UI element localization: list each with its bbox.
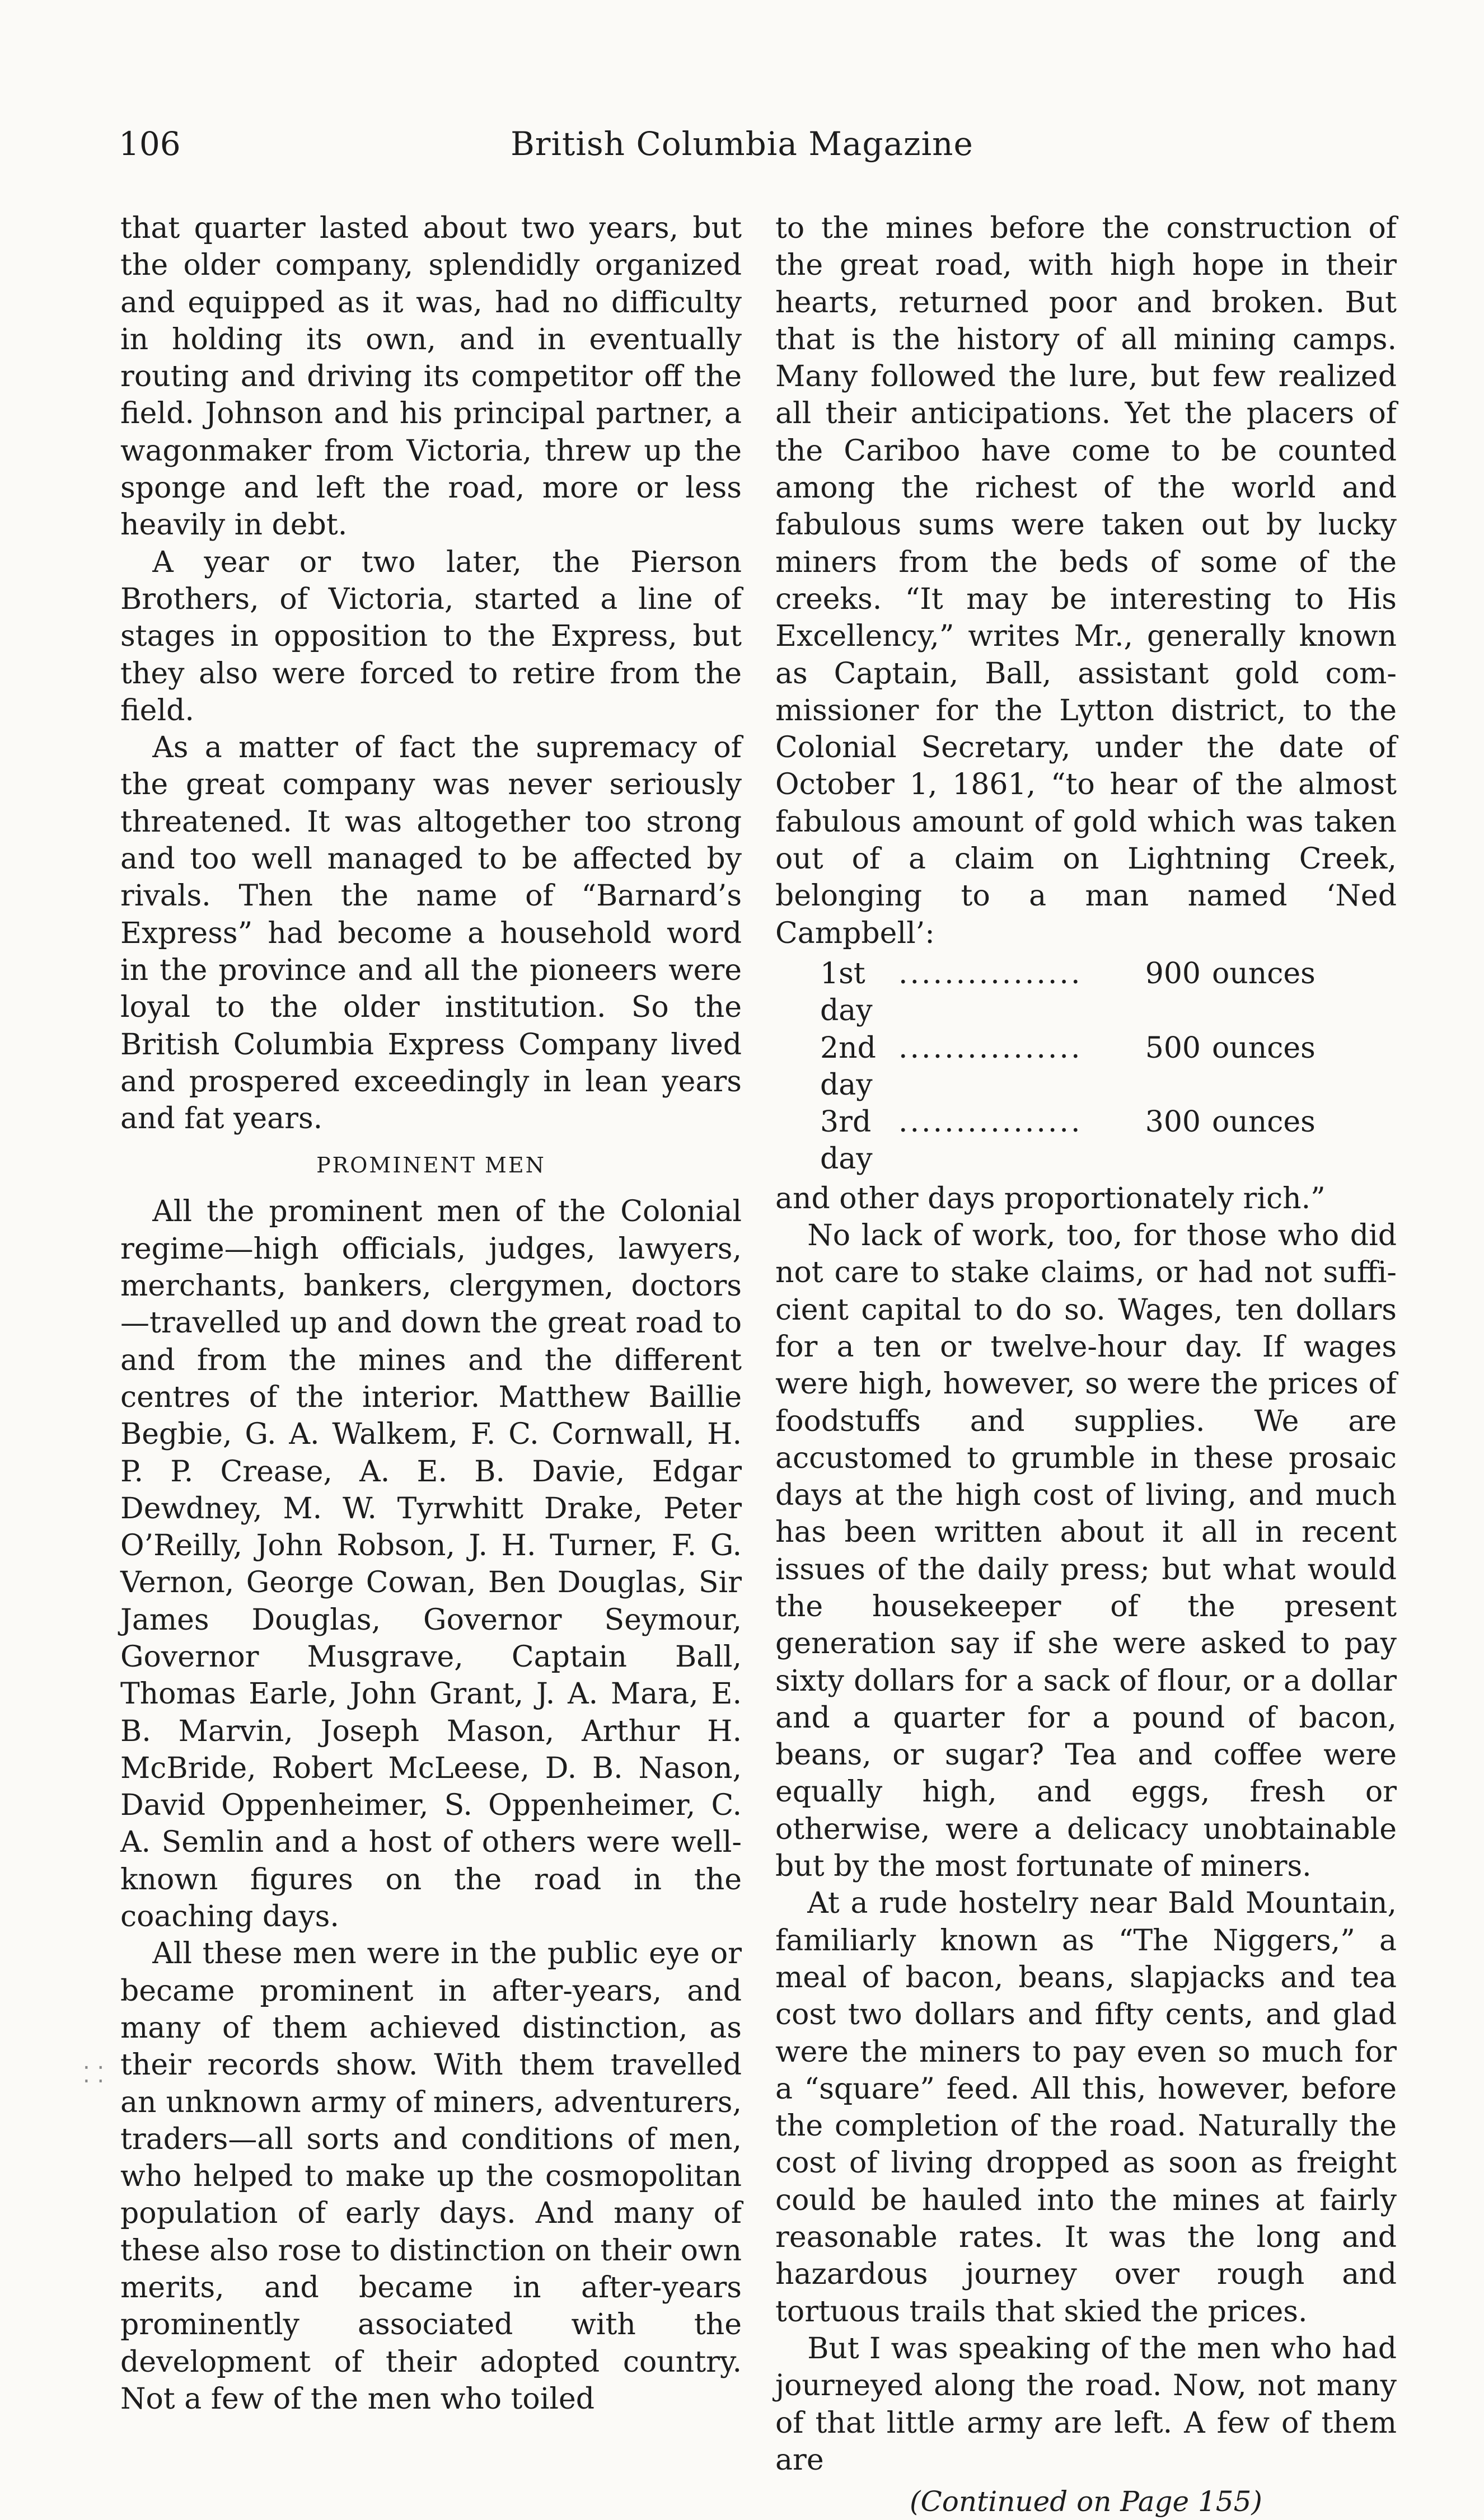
yield-amount: 500 [1145,1031,1201,1065]
running-head: British Columbia Magazine [511,125,973,163]
table-row [820,1104,1397,1178]
paragraph: to the mines before the construction of the great road, with high hope in their hearts, returned poor and broken. But that is the history of all mining camps. Many followed the lure, but few realized all their anticipations. Yet the placers of the Cariboo have come to be counted among the richest of the world and fabulous sums were taken out by lucky miners from the beds of some of the creeks. “It may be interesting to His Excellency,” writes Mr., generally known as Captain, Ball, assistant gold commissioner for the Lytton district, to the Colonial Secretary, under the date of October 1, 1861, “to hear of the almost fabulous amount of gold which was taken out of a claim on Lightning Creek, belonging to a man named ‘Ned Campbell’: [775,212,1397,950]
paragraph: At a rude hostelry near Bald Mountain, familiarly known as “The Niggers,” a meal of bacon, beans, slapjacks and tea cost two dollars and fifty cents, and glad were the miners to pay even so much for a “square” feed. All this, however, before the completion of the road. Naturally the cost of living dropped as soon as freight could be hauled into the mines at fairly reasonable rates. It was the long and hazardous journey over rough and tortuous trails that skied the prices. [775,1887,1397,2329]
gold-yield-table [820,955,1397,1178]
paragraph: All these men were in the public eye or became prominent in after-years, and many of them achieved distinction, as their records show. With them travelled an unknown army of miners, adventurers, traders—all sorts and conditions of men, who helped to make up the cosmopolitan population of early days. And many of these also rose to distinction on their own merits, and became in after-years prominently associated with the development of their adopted country. Not a few of the men who toiled [120,1937,742,2416]
yield-day: 1st day [820,956,873,1028]
page-number: 106 [119,125,181,163]
paragraph: All the prominent men of the Colonial regime—high officials, judges, lawyers, merchants, bankers, clergymen, doctors—travelled up and down the great road to and from the mines and the different centres of the interior. Matthew Baillie Begbie, G. A. Walkem, F. C. Cornwall, H. P. P. Crease, A. E. B. Davie, Edgar Dewdney, M. W. Tyrwhitt Drake, Peter O’Reilly, John Robson, J. H. Turner, F. G. Vernon, George Cowan, Ben Douglas, Sir James Douglas, Governor Seymour, Governor Musgrave, Captain Ball, Thomas Earle, John Grant, J. A. Mara, E. B. Marvin, Joseph Mason, Arthur H. McBride, Robert McLeese, D. B. Nason, David Oppenheimer, S. Oppenheimer, C. A. Semlin and a host of others were well-known figures on the road in the coaching days. [120,1195,742,1934]
yield-unit: ounces [1212,1105,1316,1139]
table-row [820,1030,1397,1104]
yield-unit: ounces [1212,956,1316,991]
paragraph: But I was speaking of the men who had journeyed along the road. Now, not many of that little army are left. A few of them are [775,2331,1397,2477]
section-heading: PROMINENT MEN [316,1153,546,1178]
yield-day: 3rd day [820,1105,873,1176]
yield-day: 2nd day [820,1031,876,1102]
paragraph: A year or two later, the Pierson Brothers, of Victoria, started a line of stages in opposition to the Express, but they also were forced to retire from the field. [120,545,742,728]
yield-amount: 900 [1145,956,1201,991]
leader-dots: ................ [898,956,1083,991]
leader-dots: ................ [898,1105,1083,1139]
paragraph: that quarter lasted about two years, but the older company, splendidly organized and equipped as it was, had no difficulty in holding its own, and in eventually routing and driving its competitor off the field. Johnson and his principal partner, a wagonmaker from Victoria, threw up the sponge and left the road, more or less heavily in debt. [120,212,742,542]
yield-unit: ounces [1212,1031,1316,1065]
left-column [120,210,742,2418]
paragraph: and other days proportionately rich.” [775,1181,1326,1216]
leader-dots: ................ [898,1031,1083,1065]
paragraph: No lack of work, too, for those who did not care to stake claims, or had not sufficient capital to do so. Wages, ten dollars for a ten or twelve-hour day. If wages were high, however, so were the prices of foodstuffs and supplies. We are accustomed to grumble in these prosaic days at the high cost of living, and much has been written about it all in recent issues of the daily press; but what would the housekeeper of the present generation say if she were asked to pay sixty dollars for a sack of flour, or a dollar and a quarter for a pound of bacon, beans, or sugar? Tea and coffee were equally high, and eggs, fresh or otherwise, were a delicacy unobtainable but by the most fortunate of miners. [775,1219,1397,1884]
continued-note: (Continued on Page 155) [910,2485,1262,2518]
paragraph: As a matter of fact the supremacy of the great company was never seriously threatened. It was altogether too strong and too well managed to be affected by rivals. Then the name of “Barnard’s Express” had become a household word in the province and all the pioneers were loyal to the older institution. So the British Columbia Express Company lived and prospered exceedingly in lean years and fat years. [120,731,742,1136]
yield-amount: 300 [1145,1105,1201,1139]
right-column [775,210,1397,2520]
margin-mark: ⁚ ⁚ [83,2062,105,2088]
table-row [820,955,1397,1030]
